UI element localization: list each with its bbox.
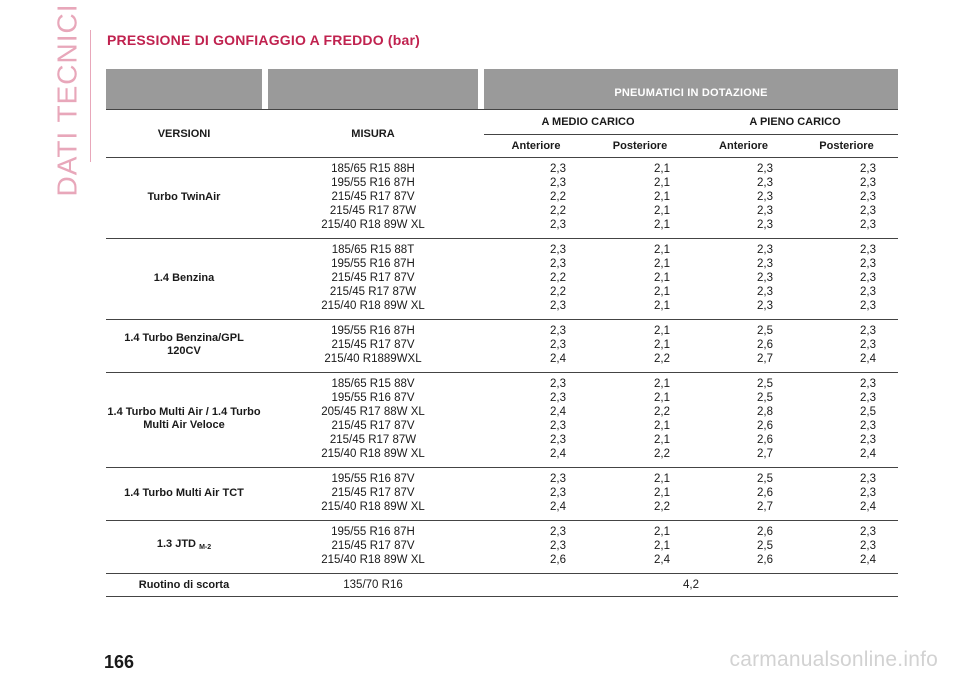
medium-rear-value: 2,1 xyxy=(654,378,670,390)
tyre-size xyxy=(268,521,478,574)
table-row xyxy=(106,468,898,521)
page-number: 166 xyxy=(104,652,135,672)
full-front xyxy=(692,373,795,468)
medium-front-value: 2,3 xyxy=(550,244,566,256)
medium-front xyxy=(484,521,588,574)
full-front xyxy=(692,158,795,239)
medium-rear xyxy=(588,468,692,521)
medium-front-value: 2,3 xyxy=(550,434,566,446)
tyre-size xyxy=(268,320,478,373)
full-front-value: 2,3 xyxy=(757,244,773,256)
tyre-size-value: 215/45 R17 87V xyxy=(331,487,415,499)
medium-front-value: 2,6 xyxy=(550,554,566,566)
medium-rear-value: 2,1 xyxy=(654,434,670,446)
medium-rear-value: 2,1 xyxy=(654,420,670,432)
medium-front-value: 2,3 xyxy=(550,420,566,432)
full-rear-value: 2,4 xyxy=(860,554,876,566)
medium-front-value: 2,4 xyxy=(550,501,566,513)
header-band-cell-size xyxy=(268,69,478,110)
full-rear-value: 2,3 xyxy=(860,392,876,404)
version-name xyxy=(106,468,262,521)
full-front-value: 2,5 xyxy=(757,392,773,404)
medium-rear-value: 2,1 xyxy=(654,325,670,337)
medium-front-value: 2,3 xyxy=(550,163,566,175)
tyre-size-value: 195/55 R16 87H xyxy=(331,526,415,538)
tyre-size-value: 185/65 R15 88H xyxy=(331,163,415,175)
version-label: 1.4 Turbo Multi Air / 1.4 Turbo Multi Air Veloce xyxy=(107,406,261,431)
medium-front-value: 2,3 xyxy=(550,258,566,270)
tyre-size xyxy=(268,373,478,468)
medium-front-value: 2,3 xyxy=(550,526,566,538)
full-rear-value: 2,3 xyxy=(860,191,876,203)
medium-front xyxy=(484,320,588,373)
full-front-value: 2,5 xyxy=(757,473,773,485)
full-front-value: 2,3 xyxy=(757,258,773,270)
table-row xyxy=(106,158,898,239)
medium-rear-value: 2,2 xyxy=(654,501,670,513)
tyre-size-value: 215/45 R17 87V xyxy=(331,420,415,432)
medium-front xyxy=(484,468,588,521)
full-front xyxy=(692,239,795,320)
medium-front xyxy=(484,373,588,468)
full-rear xyxy=(795,320,898,373)
tyre-size-value: 215/40 R18 89W XL xyxy=(321,300,425,312)
section-side-tab xyxy=(51,3,83,197)
version-name xyxy=(106,521,262,574)
medium-rear xyxy=(588,158,692,239)
full-rear-value: 2,3 xyxy=(860,420,876,432)
full-front-value: 2,3 xyxy=(757,177,773,189)
full-front-value: 2,7 xyxy=(757,448,773,460)
tyre-size-value: 205/45 R17 88W XL xyxy=(321,406,425,418)
medium-rear-value: 2,1 xyxy=(654,177,670,189)
full-rear-value: 2,3 xyxy=(860,272,876,284)
header-medium-load: A MEDIO CARICO xyxy=(484,110,692,135)
medium-rear-value: 2,1 xyxy=(654,473,670,485)
tyre-size-value: 215/40 R18 89W XL xyxy=(321,448,425,460)
full-rear-value: 2,3 xyxy=(860,219,876,231)
medium-rear-value: 2,1 xyxy=(654,191,670,203)
medium-rear-value: 2,1 xyxy=(654,286,670,298)
medium-front-value: 2,4 xyxy=(550,353,566,365)
medium-front-value: 2,3 xyxy=(550,339,566,351)
medium-front-value: 2,3 xyxy=(550,392,566,404)
tyre-size-value: 195/55 R16 87H xyxy=(331,177,415,189)
tyre-size-value: 215/45 R17 87W xyxy=(329,205,417,217)
tyre-size-value: 195/55 R16 87V xyxy=(331,392,415,404)
version-label: 1.4 Turbo Benzina/GPL 120CV xyxy=(124,332,244,357)
tyre-size-value: 195/55 R16 87H xyxy=(331,325,415,337)
full-front-value: 2,6 xyxy=(757,434,773,446)
full-front-value: 2,6 xyxy=(757,339,773,351)
version-subscript: M-2 xyxy=(199,544,212,551)
medium-rear-value: 2,1 xyxy=(654,163,670,175)
full-rear-value: 2,3 xyxy=(860,300,876,312)
full-front-value: 2,3 xyxy=(757,300,773,312)
medium-front-value: 2,3 xyxy=(550,177,566,189)
full-rear-value: 2,3 xyxy=(860,526,876,538)
tyre-size-value: 215/45 R17 87W xyxy=(329,434,417,446)
tyre-pressure-table xyxy=(106,69,898,597)
tyre-size xyxy=(268,468,478,521)
medium-rear xyxy=(588,373,692,468)
full-front-value: 2,3 xyxy=(757,205,773,217)
tyre-size xyxy=(268,239,478,320)
tyre-size-value: 215/40 R18 89W XL xyxy=(321,219,425,231)
medium-front-value: 2,3 xyxy=(550,540,566,552)
medium-front-value: 2,3 xyxy=(550,473,566,485)
table-row xyxy=(106,373,898,468)
full-rear-value: 2,3 xyxy=(860,286,876,298)
version-label: 1.4 Turbo Multi Air TCT xyxy=(124,486,244,499)
full-rear-value: 2,3 xyxy=(860,258,876,270)
table-row-spare xyxy=(106,574,898,597)
full-rear-value: 2,3 xyxy=(860,177,876,189)
watermark: carmanualsonline.info xyxy=(729,648,938,671)
full-front-value: 2,6 xyxy=(757,554,773,566)
full-front-value: 2,3 xyxy=(757,272,773,284)
medium-rear-value: 2,1 xyxy=(654,258,670,270)
full-rear xyxy=(795,158,898,239)
full-front-value: 2,3 xyxy=(757,191,773,203)
full-front xyxy=(692,468,795,521)
medium-rear-value: 2,1 xyxy=(654,205,670,217)
tyre-size-value: 215/45 R17 87V xyxy=(331,272,415,284)
full-front-value: 2,3 xyxy=(757,286,773,298)
page-title: PRESSIONE DI GONFIAGGIO A FREDDO (bar) xyxy=(107,32,421,48)
version-label: Turbo TwinAir xyxy=(147,190,221,203)
section-divider-line xyxy=(90,30,91,162)
tyre-size-value: 215/45 R17 87V xyxy=(331,339,415,351)
table-row xyxy=(106,320,898,373)
medium-rear xyxy=(588,320,692,373)
header-size: MISURA xyxy=(268,110,478,158)
full-front-value: 2,5 xyxy=(757,325,773,337)
version-name xyxy=(106,320,262,373)
medium-rear-value: 2,1 xyxy=(654,392,670,404)
full-rear-value: 2,3 xyxy=(860,205,876,217)
medium-front-value: 2,3 xyxy=(550,378,566,390)
medium-rear-value: 2,2 xyxy=(654,448,670,460)
medium-rear-value: 2,4 xyxy=(654,554,670,566)
tyre-size-value: 215/40 R18 89W XL xyxy=(321,554,425,566)
full-front-value: 2,6 xyxy=(757,487,773,499)
medium-front-value: 2,4 xyxy=(550,406,566,418)
full-front-value: 2,7 xyxy=(757,501,773,513)
full-front-value: 2,5 xyxy=(757,540,773,552)
header-tyres-supplied: PNEUMATICI IN DOTAZIONE xyxy=(484,69,898,110)
full-front-value: 2,5 xyxy=(757,378,773,390)
medium-rear xyxy=(588,239,692,320)
medium-front-value: 2,2 xyxy=(550,272,566,284)
full-front-value: 2,8 xyxy=(757,406,773,418)
full-rear-value: 2,3 xyxy=(860,434,876,446)
tyre-size-value: 185/65 R15 88V xyxy=(331,378,415,390)
full-rear-value: 2,3 xyxy=(860,163,876,175)
medium-rear-value: 2,2 xyxy=(654,353,670,365)
header-medium-rear: Posteriore xyxy=(588,135,692,158)
section-side-tab-label: DATI TECNICI xyxy=(51,3,83,197)
version-name xyxy=(106,239,262,320)
medium-rear-value: 2,1 xyxy=(654,300,670,312)
spare-version: Ruotino di scorta xyxy=(106,574,262,597)
medium-front-value: 2,3 xyxy=(550,325,566,337)
full-front-value: 2,6 xyxy=(757,420,773,432)
full-front xyxy=(692,521,795,574)
full-rear-value: 2,5 xyxy=(860,406,876,418)
table-header-load xyxy=(106,110,898,135)
full-rear xyxy=(795,239,898,320)
spare-size: 135/70 R16 xyxy=(268,574,478,597)
spare-pressure: 4,2 xyxy=(484,574,898,597)
full-rear-value: 2,4 xyxy=(860,448,876,460)
tyre-size-value: 215/40 R18 89W XL xyxy=(321,501,425,513)
tyre-size-value: 215/40 R1889WXL xyxy=(324,353,422,365)
full-rear xyxy=(795,468,898,521)
full-rear-value: 2,3 xyxy=(860,325,876,337)
medium-rear xyxy=(588,521,692,574)
full-rear-value: 2,3 xyxy=(860,339,876,351)
medium-front-value: 2,2 xyxy=(550,286,566,298)
full-rear-value: 2,4 xyxy=(860,501,876,513)
medium-rear-value: 2,1 xyxy=(654,526,670,538)
medium-rear-value: 2,2 xyxy=(654,406,670,418)
full-front-value: 2,3 xyxy=(757,219,773,231)
version-name xyxy=(106,373,262,468)
medium-front-value: 2,3 xyxy=(550,219,566,231)
medium-front-value: 2,3 xyxy=(550,300,566,312)
header-band-cell-versions xyxy=(106,69,262,110)
version-label: 1.4 Benzina xyxy=(153,271,215,284)
table-body xyxy=(106,158,898,574)
medium-rear-value: 2,1 xyxy=(654,272,670,284)
full-rear xyxy=(795,373,898,468)
table-row xyxy=(106,521,898,574)
tyre-size-value: 215/45 R17 87W xyxy=(329,286,417,298)
full-rear-value: 2,3 xyxy=(860,378,876,390)
medium-front xyxy=(484,158,588,239)
header-full-rear: Posteriore xyxy=(795,135,898,158)
tyre-size xyxy=(268,158,478,239)
medium-front-value: 2,3 xyxy=(550,487,566,499)
medium-front-value: 2,2 xyxy=(550,205,566,217)
medium-front xyxy=(484,239,588,320)
header-full-load: A PIENO CARICO xyxy=(692,110,898,135)
tyre-size-value: 185/65 R15 88T xyxy=(331,244,415,256)
version-name xyxy=(106,158,262,239)
version-label: 1.3 JTD xyxy=(156,538,196,550)
full-rear-value: 2,3 xyxy=(860,473,876,485)
tyre-size-value: 215/45 R17 87V xyxy=(331,540,415,552)
header-full-front: Anteriore xyxy=(692,135,795,158)
full-front-value: 2,7 xyxy=(757,353,773,365)
full-front xyxy=(692,320,795,373)
full-rear-value: 2,4 xyxy=(860,353,876,365)
full-front-value: 2,3 xyxy=(757,163,773,175)
full-rear-value: 2,3 xyxy=(860,487,876,499)
table-header-band xyxy=(106,69,898,110)
medium-front-value: 2,2 xyxy=(550,191,566,203)
full-front-value: 2,6 xyxy=(757,526,773,538)
tyre-size-value: 195/55 R16 87V xyxy=(331,473,415,485)
medium-rear-value: 2,1 xyxy=(654,540,670,552)
medium-rear-value: 2,1 xyxy=(654,339,670,351)
full-rear xyxy=(795,521,898,574)
table-row xyxy=(106,239,898,320)
full-rear-value: 2,3 xyxy=(860,244,876,256)
medium-front-value: 2,4 xyxy=(550,448,566,460)
tyre-size-value: 215/45 R17 87V xyxy=(331,191,415,203)
medium-rear-value: 2,1 xyxy=(654,487,670,499)
medium-rear-value: 2,1 xyxy=(654,244,670,256)
header-versions: VERSIONI xyxy=(106,110,262,158)
full-rear-value: 2,3 xyxy=(860,540,876,552)
medium-rear-value: 2,1 xyxy=(654,219,670,231)
header-medium-front: Anteriore xyxy=(484,135,588,158)
tyre-size-value: 195/55 R16 87H xyxy=(331,258,415,270)
